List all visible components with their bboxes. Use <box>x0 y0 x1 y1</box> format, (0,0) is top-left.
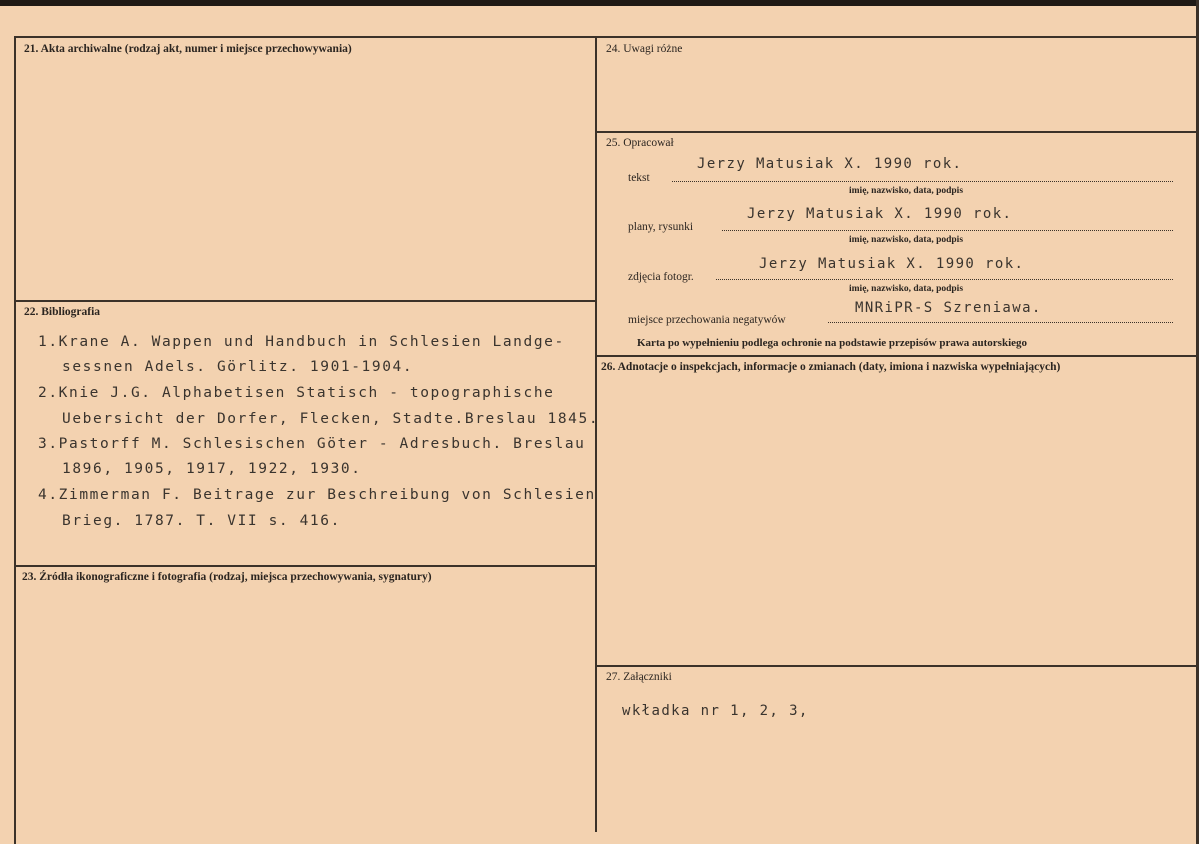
negatives-location-line <box>828 322 1173 323</box>
section-25-title: 25. Opracował <box>606 137 674 149</box>
bibliography-line: 2.Knie J.G. Alphabetisen Statisch - topographische <box>38 385 555 401</box>
author-plans-value: Jerzy Matusiak X. 1990 rok. <box>747 206 1013 222</box>
author-plans-line <box>722 230 1173 231</box>
negatives-location-label: miejsce przechowania negatywów <box>628 314 786 326</box>
bibliography-line: 4.Zimmerman F. Beitrage zur Beschreibung von Schlesien <box>38 487 596 503</box>
author-plans-label: plany, rysunki <box>628 221 694 233</box>
bibliography-line: 1896, 1905, 1917, 1922, 1930. <box>62 461 362 477</box>
divider-top <box>14 36 1199 38</box>
author-plans-caption: imię, nazwisko, data, podpis <box>849 235 964 245</box>
bibliography-line: Uebersicht der Dorfer, Flecken, Stadte.Breslau 1845. <box>62 411 600 427</box>
divider-22-23 <box>14 565 595 567</box>
bibliography-line: Brieg. 1787. T. VII s. 416. <box>62 513 341 529</box>
copyright-note: Karta po wypełnieniu podlega ochronie na podstawie przepisów prawa autorskiego <box>637 337 1028 349</box>
author-text-value: Jerzy Matusiak X. 1990 rok. <box>697 156 963 172</box>
author-photos-line <box>716 279 1173 280</box>
author-photos-label: zdjęcia fotogr. <box>628 271 694 283</box>
bibliography-line: 1.Krane A. Wappen und Handbuch in Schlesien Landge- <box>38 334 565 350</box>
section-22-title: 22. Bibliografia <box>24 306 101 318</box>
section-26-title: 26. Adnotacje o inspekcjach, informacje o zmianach (daty, imiona i nazwiska wypełniających) <box>601 361 1061 373</box>
divider-24-25 <box>595 131 1199 133</box>
divider-21-22 <box>14 300 595 302</box>
bibliography-line: sessnen Adels. Görlitz. 1901-1904. <box>62 359 414 375</box>
divider-center <box>595 36 597 832</box>
divider-left <box>14 36 16 844</box>
author-text-caption: imię, nazwisko, data, podpis <box>849 186 964 196</box>
section-27-title: 27. Załączniki <box>606 671 672 683</box>
card-top-edge <box>0 0 1199 6</box>
bibliography-line: 3.Pastorff M. Schlesischen Göter - Adresbuch. Breslau <box>38 436 586 452</box>
divider-25-26 <box>595 355 1199 357</box>
negatives-location-value: MNRiPR-S Szreniawa. <box>855 300 1042 316</box>
section-24-title: 24. Uwagi różne <box>606 43 683 55</box>
divider-26-27 <box>595 665 1199 667</box>
author-text-label: tekst <box>628 172 650 184</box>
author-photos-value: Jerzy Matusiak X. 1990 rok. <box>759 256 1025 272</box>
section-23-title: 23. Źródła ikonograficzne i fotografia (rodzaj, miejsca przechowywania, sygnatury) <box>22 571 432 583</box>
section-21-title: 21. Akta archiwalne (rodzaj akt, numer i miejsce przechowywania) <box>24 43 352 55</box>
author-photos-caption: imię, nazwisko, data, podpis <box>849 284 964 294</box>
author-text-line <box>672 181 1173 182</box>
attachments-value: wkładka nr 1, 2, 3, <box>622 703 809 719</box>
